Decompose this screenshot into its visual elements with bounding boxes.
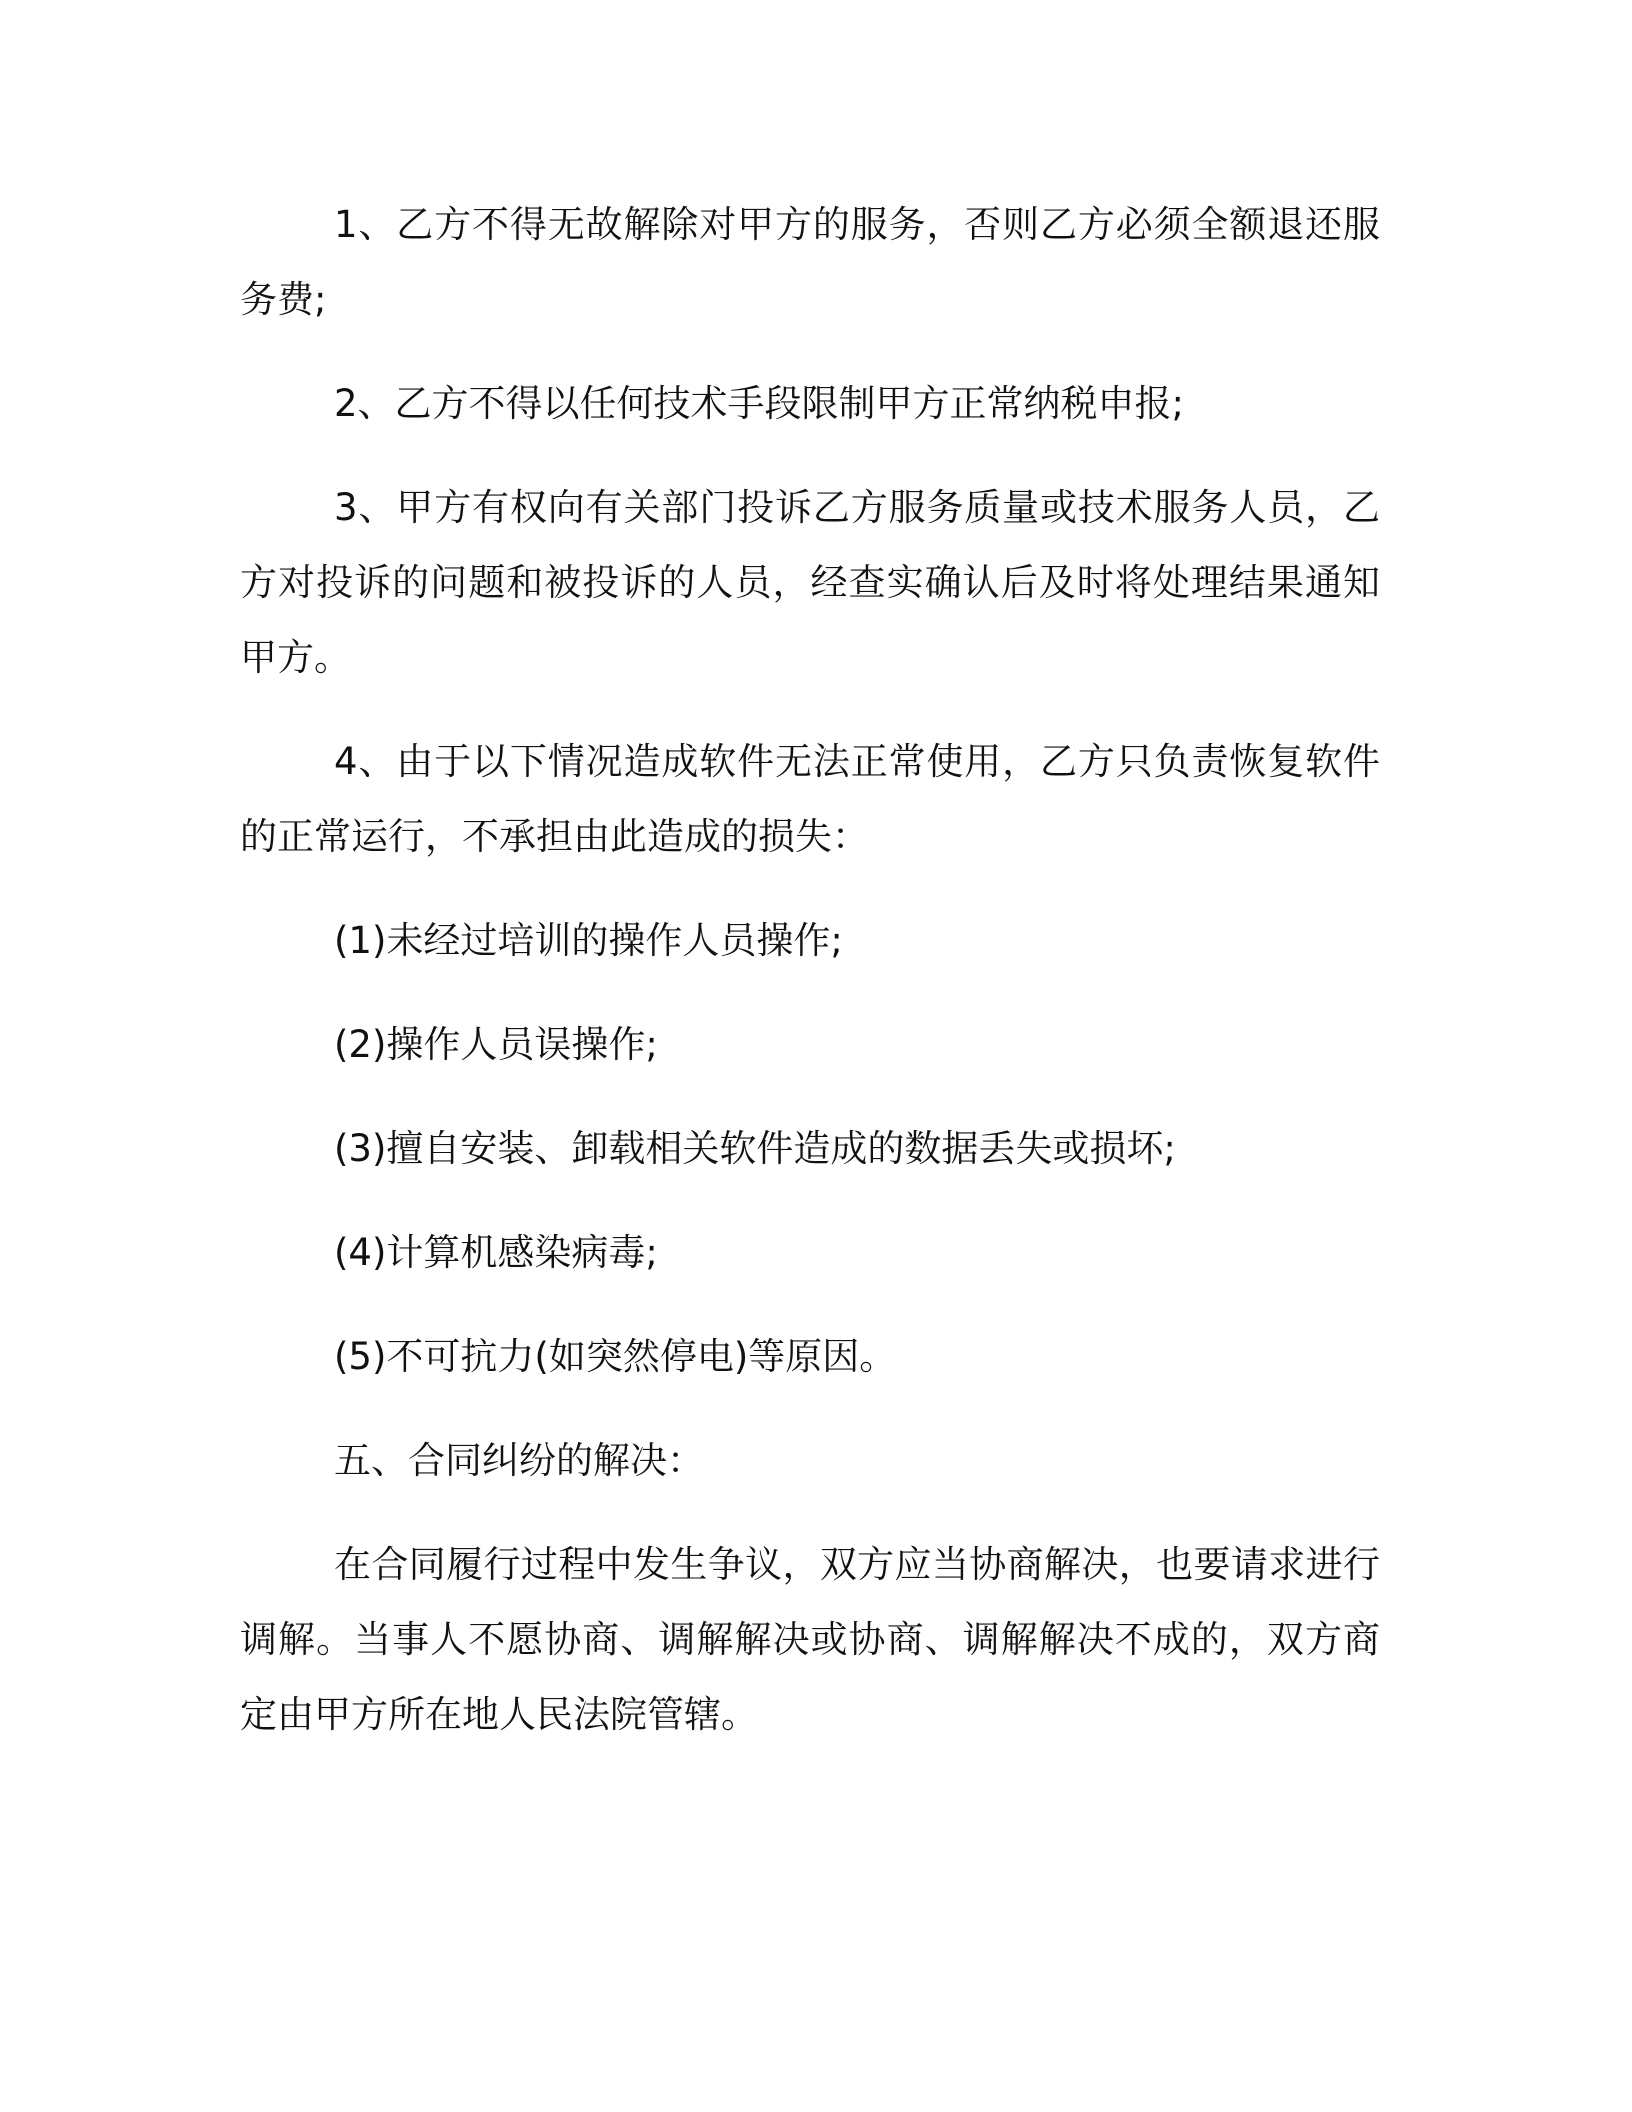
sub-item-3: (3)擅自安装、卸载相关软件造成的数据丢失或损坏;: [334, 1127, 1176, 1170]
dispute-resolution-paragraph: 在合同履行过程中发生争议，双方应当协商解决，也要请求进行调解。当事人不愿协商、调解解决或协商、调解解决不成的，双方商定由甲方所在地人民法院管辖。: [240, 1543, 1380, 1736]
clause-2: 2、乙方不得以任何技术手段限制甲方正常纳税申报;: [334, 382, 1185, 425]
section-heading: 五、合同纠纷的解决：: [334, 1439, 704, 1482]
clause-4: 4、由于以下情况造成软件无法正常使用，乙方只负责恢复软件的正常运行，不承担由此造成的损失：: [240, 740, 1380, 858]
clause-1: 1、乙方不得无故解除对甲方的服务，否则乙方必须全额退还服务费;: [240, 203, 1380, 321]
clause-3: 3、甲方有权向有关部门投诉乙方服务质量或技术服务人员，乙方对投诉的问题和被投诉的人员，经查实确认后及时将处理结果通知甲方。: [240, 486, 1380, 679]
sub-item-5: (5)不可抗力(如突然停电)等原因。: [334, 1335, 897, 1378]
document-body: [240, 187, 1380, 1752]
sub-item-4: (4)计算机感染病毒;: [334, 1231, 658, 1274]
sub-item-2: (2)操作人员误操作;: [334, 1023, 658, 1066]
sub-item-1: (1)未经过培训的操作人员操作;: [334, 919, 843, 962]
